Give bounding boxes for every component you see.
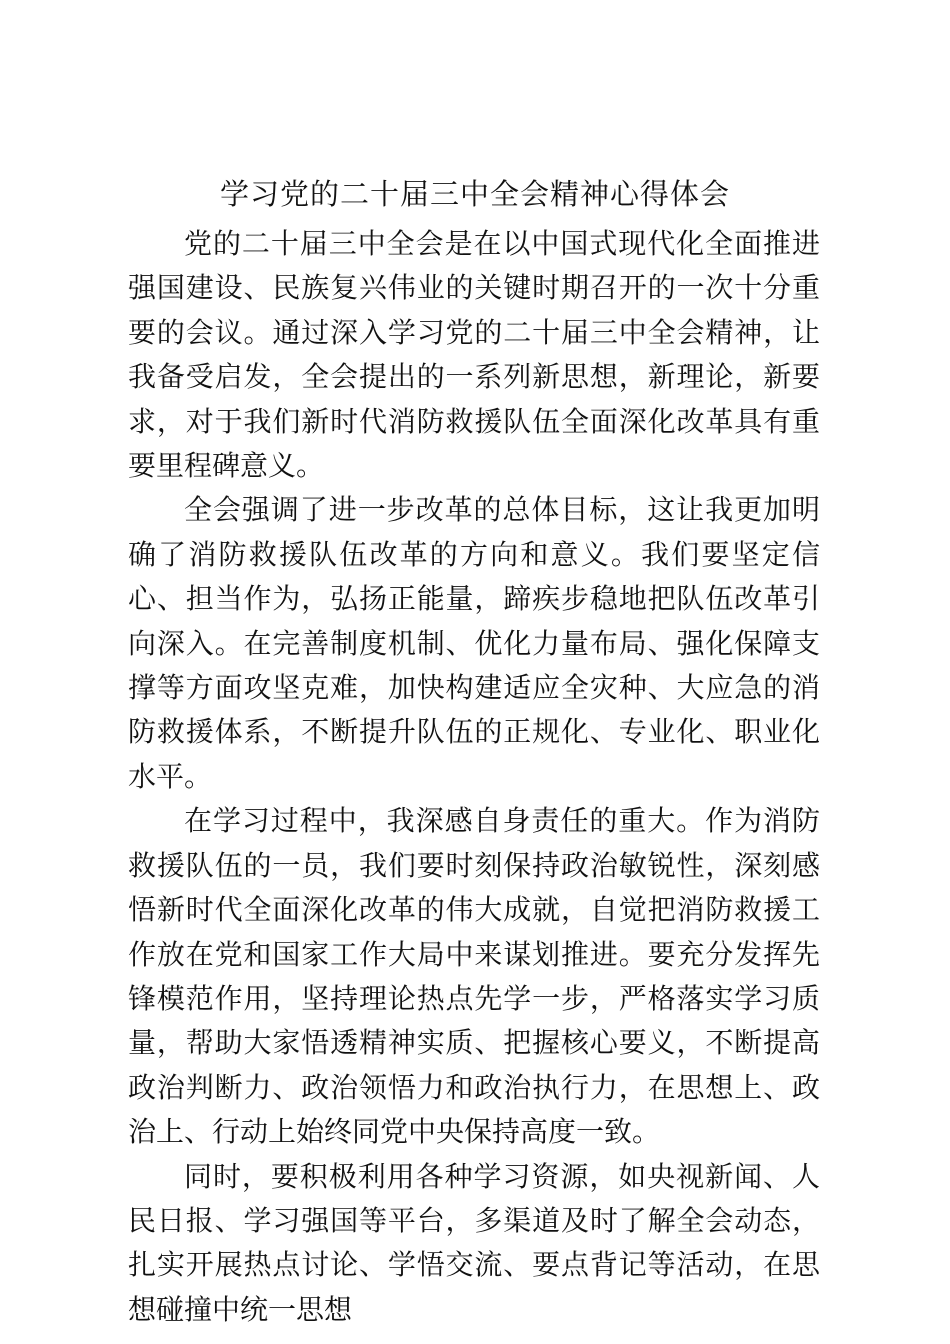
document-body [128, 222, 820, 1332]
paragraph-2: 全会强调了进一步改革的总体目标，这让我更加明确了消防救援队伍改革的方向和意义。我们要坚定信心、担当作为，弘扬正能量，蹄疾步稳地把队伍改革引向深入。在完善制度机制、优化力量布局、强化保障支撑等方面攻坚克难，加快构建适应全灾种、大应急的消防救援体系，不断提升队伍的正规化、专业化、职业化水平。 [128, 493, 820, 793]
document-title: 学习党的二十届三中全会精神心得体会 [219, 177, 730, 211]
paragraph-3: 在学习过程中，我深感自身责任的重大。作为消防救援队伍的一员，我们要时刻保持政治敏锐性，深刻感悟新时代全面深化改革的伟大成就，自觉把消防救援工作放在党和国家工作大局中来谋划推进。要充分发挥先锋模范作用，坚持理论热点先学一步，严格落实学习质量，帮助大家悟透精神实质、把握核心要义，不断提高政治判断力、政治领悟力和政治执行力，在思想上、政治上、行动上始终同党中央保持高度一致。 [128, 804, 820, 1149]
paragraph-1: 党的二十届三中全会是在以中国式现代化全面推进强国建设、民族复兴伟业的关键时期召开的一次十分重要的会议。通过深入学习党的二十届三中全会精神，让我备受启发，全会提出的一系列新思想，新理论，新要求，对于我们新时代消防救援队伍全面深化改革具有重要里程碑意义。 [128, 227, 820, 483]
paragraph-4: 同时，要积极利用各种学习资源，如央视新闻、人民日报、学习强国等平台，多渠道及时了解全会动态，扎实开展热点讨论、学悟交流、要点背记等活动，在思想碰撞中统一思想 [128, 1159, 820, 1326]
